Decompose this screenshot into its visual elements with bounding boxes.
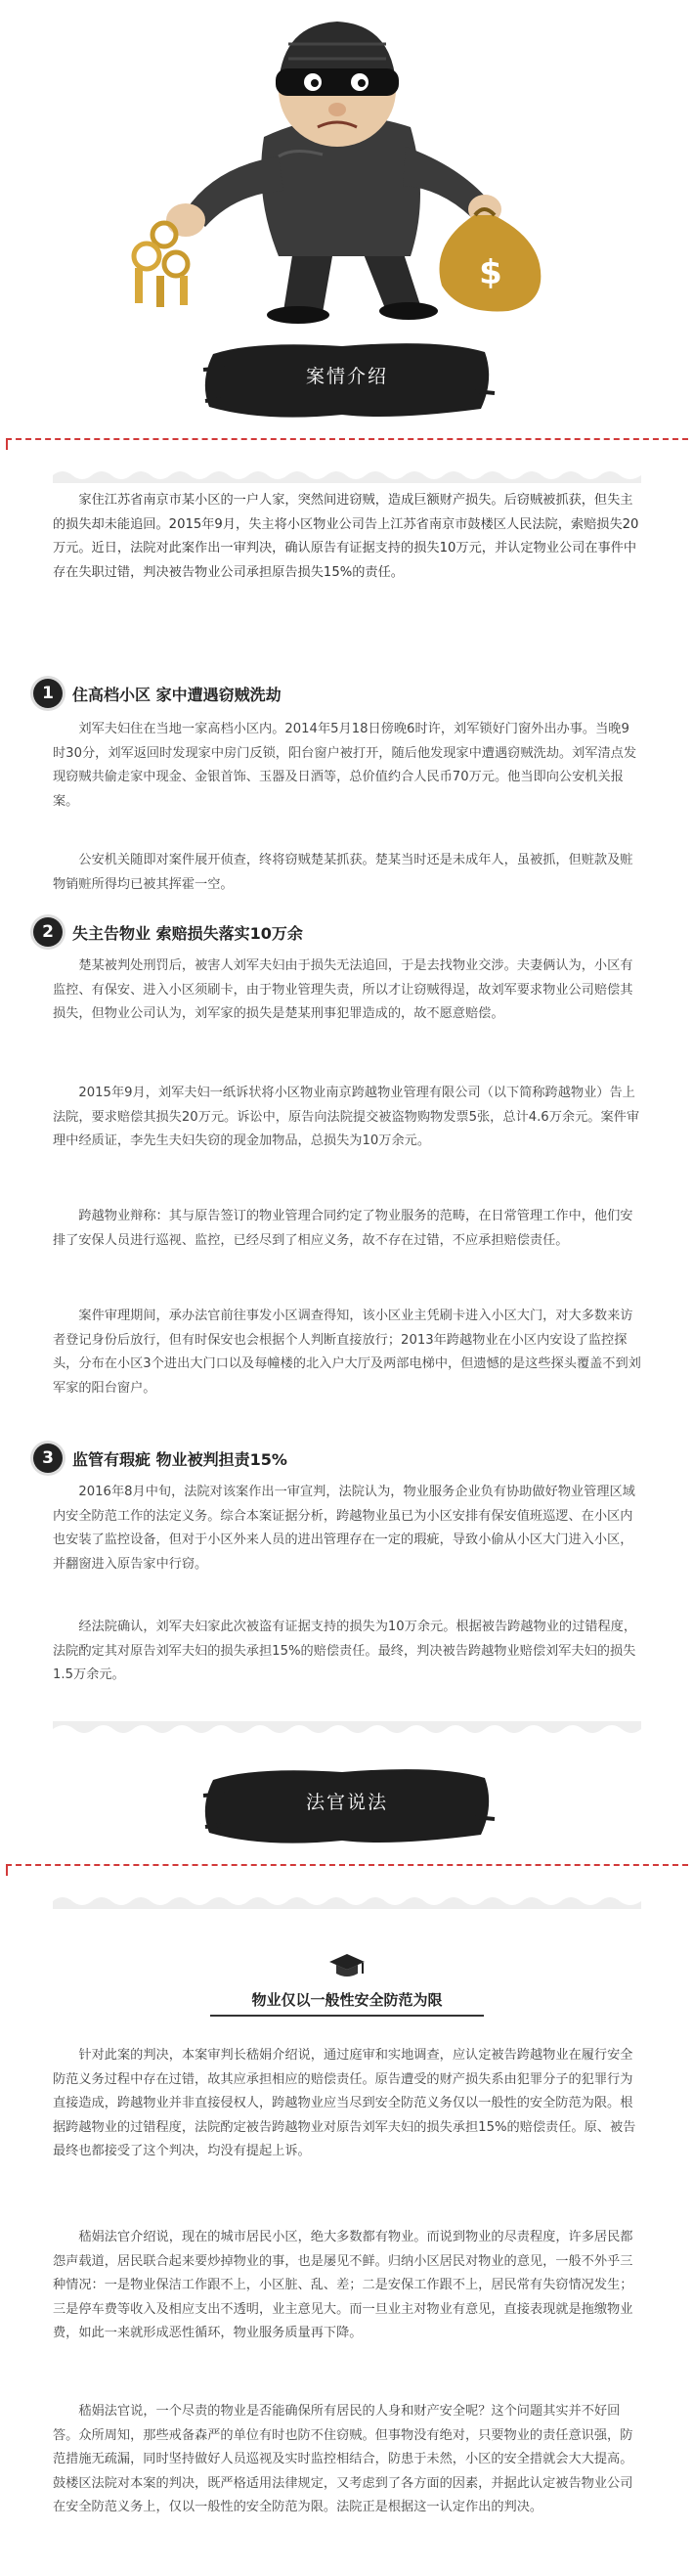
scallop-border <box>53 1893 641 1909</box>
paragraph: 楚某被判处刑罚后，被害人刘军夫妇由于损失无法追回，于是去找物业交涉。夫妻俩认为，小区有监控、有保安、进入小区须刷卡，由于物业管理失责，所以才让窃贼得逞，故刘军要求物业公司赔偿其损失，但物业公司认为，刘军家的损失是楚某刑事犯罪造成的，故不愿意赔偿。 <box>53 958 633 1021</box>
intro-paragraph: 家住江苏省南京市某小区的一户人家，突然间进窃贼，造成巨额财产损失。后窃贼被抓获，但失主的损失却未能追回。2015年9月，失主将小区物业公司告上江苏省南京市鼓楼区人民法院，索赔损失20万元。近日，法院对此案作出一审判决，确认原告有证据支持的损失10万元，并认定物业公司在事件中存在失职过错，判决被告物业公司承担原告损失15%的责任。 <box>53 493 639 580</box>
paragraph: 案件审理期间，承办法官前往事发小区调查得知，该小区业主凭刷卡进入小区大门，对大多数来访者登记身份后放行，但有时保安也会根据个人判断直接放行；2013年跨越物业在小区内安设了监控探头，分布在小区3个进出大门口以及每幢楼的北入户大厅及两部电梯中，但遗憾的是这些探头覆盖不到刘军家的阳台窗户。 <box>53 1309 641 1396</box>
section-number: 1 <box>33 679 63 708</box>
judge-subtitle: 物业仅以一般性安全防范为限 <box>251 1991 443 2009</box>
paragraph: 嵇娟法官介绍说，现在的城市居民小区，绝大多数都有物业。而说到物业的尽责程度，许多居民都怨声载道，居民联合起来要炒掉物业的事，也是屡见不鲜。归纳小区居民对物业的意见，一般不外乎三种情况：一是物业保洁工作跟不上，小区脏、乱、差；二是安保工作跟不上，居民常有失窃情况发生；三是停车费等收入及相应支出不透明，业主意见大。而一旦业主对物业有意见，直接表现就是拖缴物业费，如此一来就形成恶性循环，物业服务质量再下降。 <box>53 2230 633 2340</box>
paragraph: 经法院确认，刘军夫妇家此次被盗有证据支持的损失为10万余元。根据被告跨越物业的过错程度，法院酌定其对原告刘军夫妇的损失承担15%的赔偿责任。最终，判决被告跨越物业赔偿刘军夫妇的损失1.5万余元。 <box>53 1620 637 1682</box>
divider <box>6 438 688 440</box>
section-heading-3 <box>33 1442 287 1475</box>
section-number: 2 <box>33 917 63 947</box>
judge-banner <box>195 1758 499 1852</box>
section-heading-2 <box>33 915 303 949</box>
judge-title: 法官说法 <box>305 1792 388 1813</box>
section-heading-1 <box>33 677 282 710</box>
thief-illustration <box>0 0 694 325</box>
graduation-cap-icon <box>327 1952 367 1981</box>
divider-edge <box>6 1864 8 1876</box>
section-title: 监管有瑕疵 物业被判担责15% <box>72 1449 287 1469</box>
paragraph: 刘军夫妇住在当地一家高档小区内。2014年5月18日傍晚6时许，刘军锁好门窗外出办事。当晚9时30分，刘军返回时发现家中房门反锁，阳台窗户被打开，随后他发现家中遭遇窃贼洗劫。刘军清点发现窃贼共偷走家中现金、金银首饰、玉器及日酒等，总价值约合人民币70万元。他当即向公安机关报案。 <box>53 722 637 809</box>
section-number: 3 <box>33 1443 63 1473</box>
section-title: 住高档小区 家中遭遇窃贼洗劫 <box>72 685 282 704</box>
paragraph: 2015年9月，刘军夫妇一纸诉状将小区物业南京跨越物业管理有限公司（以下简称跨越物业）告上法院，要求赔偿其损失20万元。诉讼中，原告向法院提交被盗物购物发票5张，总计4.6万余元。案件审理中经质证，李先生夫妇失窃的现金加物品，总损失为10万余元。 <box>53 1086 640 1148</box>
scallop-border <box>53 467 641 483</box>
scallop-border <box>53 1721 641 1737</box>
paragraph: 2016年8月中旬，法院对该案作出一审宣判，法院认为，物业服务企业负有协助做好物业管理区域内安全防范工作的法定义务。综合本案证据分析，跨越物业虽已为小区安排有保安值班巡逻、在小区内也安装了监控设备，但对于小区外来人员的进出管理存在一定的瑕疵，导致小偷从小区大门进入小区，并翻窗进入原告家中行窃。 <box>53 1485 635 1572</box>
divider-edge <box>6 438 8 450</box>
paragraph: 针对此案的判决，本案审判长嵇娟介绍说，通过庭审和实地调查，应认定被告跨越物业在履行安全防范义务过程中存在过错，故其应承担相应的赔偿责任。原告遭受的财产损失系由犯罪分子的犯罪行为直接造成，跨越物业并非直接侵权人，跨越物业应当尽到安全防范义务仅以一般性的安全防范为限。根据跨越物业的过错程度，法院酌定被告跨越物业对原告刘军夫妇的损失承担15%的赔偿责任。原、被告最终也都接受了这个判决，均没有提起上诉。 <box>53 2048 636 2158</box>
svg-text:$: $ <box>479 253 502 292</box>
section-title: 失主告物业 索赔损失落实10万余 <box>72 923 303 943</box>
case-intro-banner <box>195 333 499 426</box>
paragraph: 公安机关随即对案件展开侦查，终将窃贼楚某抓获。楚某当时还是未成年人，虽被抓，但赃款及赃物销赃所得均已被其挥霍一空。 <box>53 853 633 892</box>
divider <box>6 1864 688 1866</box>
case-intro-title: 案情介绍 <box>305 366 388 387</box>
paragraph: 跨越物业辩称：其与原告签订的物业管理合同约定了物业服务的范畴，在日常管理工作中，他们安排了安保人员进行巡视、监控，已经尽到了相应义务，故不存在过错，不应承担赔偿责任。 <box>53 1209 633 1248</box>
paragraph: 嵇娟法官说，一个尽责的物业是否能确保所有居民的人身和财产安全呢？这个问题其实并不好回答。众所周知，那些戒备森严的单位有时也防不住窃贼。但事物没有绝对，只要物业的责任意识强，防范措施无疏漏，同时坚持做好人员巡视及实时监控相结合，防患于未然，小区的安全措就会大大提高。鼓楼区法院对本案的判决，既严格适用法律规定，又考虑到了各方面的因素，并据此认定被告物业公司在安全防范义务上，仅以一般性的安全防范为限。法院正是根据这一认定作出的判决。 <box>53 2404 633 2514</box>
subtitle-underline <box>210 2015 484 2017</box>
